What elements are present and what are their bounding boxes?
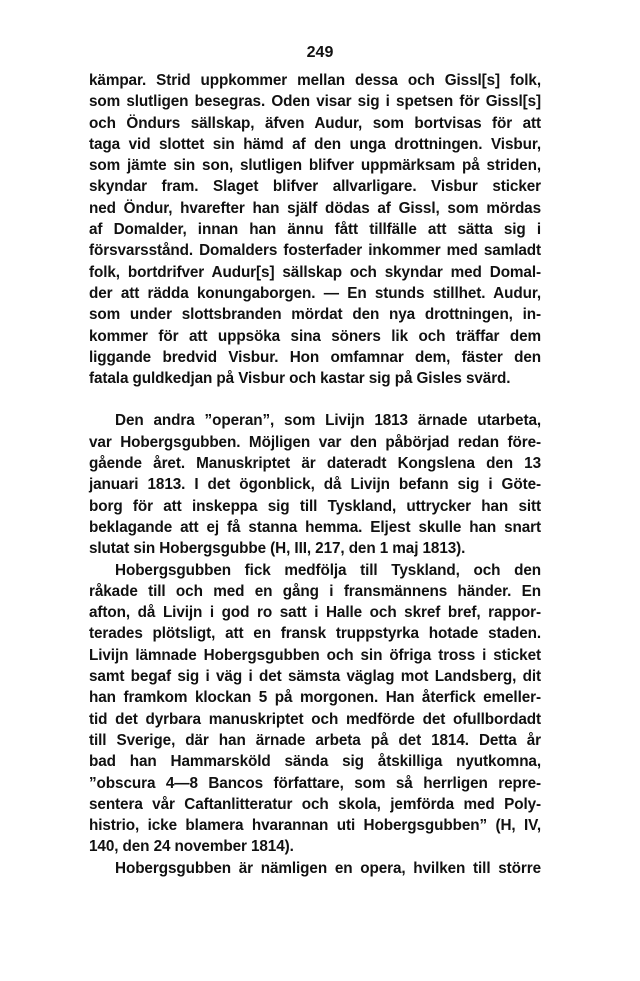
page-number: 249 <box>306 44 334 61</box>
book-page <box>89 44 541 879</box>
text-line: samt begaf sig i väg i det sämsta väglag mot Landsberg, dit <box>89 668 541 686</box>
text-line: ”obscura 4—8 Bancos författare, som så herrligen repre- <box>89 774 541 792</box>
text-line: terades plötsligt, att en fransk truppstyrka hotade staden. <box>89 625 541 643</box>
text-line: liggande bredvid Visbur. Hon omfamnar dem, fäster den <box>89 348 541 366</box>
paragraph-plot-summary <box>89 70 541 389</box>
text-line: borg för att inskeppa sig till Tyskland, uttrycker han sitt <box>89 497 541 515</box>
text-line: taga vid slottet sin hämd af den unga drottningen. Visbur, <box>89 135 541 153</box>
text-line: sentera vår Caftanlitteratur och skola, jemförda med Poly- <box>89 795 541 813</box>
text-line: der att rädda konungaborgen. — En stunds stillhet. Audur, <box>89 284 541 302</box>
text-line: var Hobergsgubben. Möjligen var den påbörjad redan före- <box>89 433 541 451</box>
text-line: försvarsstånd. Domalders fosterfader inkommer med samladt <box>89 242 541 260</box>
text-line: Livijn lämnade Hobergsgubben och sin öfriga tross i sticket <box>89 646 541 664</box>
text-line: som slutligen besegras. Oden visar sig i spetsen för Gissl[s] <box>89 93 541 111</box>
text-line: slutat sin Hobergsgubbe (H, III, 217, den 1 maj 1813). <box>89 540 466 558</box>
paragraph-opera-note <box>89 858 541 879</box>
paragraph-gap <box>89 389 541 410</box>
text-line: ned Öndur, hvarefter han själf dödas af Gissl, som mördas <box>89 199 541 217</box>
text-line: som under slottsbranden mördat den nya drottningen, in- <box>89 306 541 324</box>
text-line: Hobergsgubben fick medfölja till Tyskland, och den <box>115 561 541 579</box>
text-line: histrio, icke blamera hvarannan uti Hobergsgubben” (H, IV, <box>89 817 541 835</box>
text-line: han framkom klockan 5 på morgonen. Han återfick emeller- <box>89 689 541 707</box>
text-line: Den andra ”operan”, som Livijn 1813 ärnade utarbeta, <box>115 412 541 430</box>
text-line: och Öndurs sällskap, äfven Audur, som bortvisas för att <box>89 114 541 132</box>
text-line: afton, då Livijn i god ro satt i Halle och skref bref, rappor- <box>89 604 541 622</box>
text-line: råkade till och med en gång i fransmännens händer. En <box>89 582 541 600</box>
text-line: gående året. Manuskriptet är dateradt Kongslena den 13 <box>89 455 541 473</box>
text-line: bad han Hammarsköld sända sig åtskilliga nyutkomna, <box>89 753 541 771</box>
text-line: tid det dyrbara manuskriptet och medförde det ofullbordadt <box>89 710 541 728</box>
text-line: kämpar. Strid uppkommer mellan dessa och Gissl[s] folk, <box>89 72 541 89</box>
text-line: som jämte sin son, slutligen blifver uppmärksam på striden, <box>89 157 541 175</box>
text-line: skyndar fram. Slaget blifver allvarligare. Visbur sticker <box>89 178 541 196</box>
text-line: kommer för att uppsöka sina söners lik och träffar dem <box>89 327 541 345</box>
text-line: beklagande att ej få stanna hemma. Eljest skulle han snart <box>89 518 541 536</box>
text-line: fatala guldkedjan på Visbur och kastar sig på Gisles svärd. <box>89 370 511 388</box>
paragraph-hobergsgubben-intro <box>89 410 541 559</box>
text-line: folk, bortdrifver Audur[s] sällskap och skyndar med Domal- <box>89 263 541 281</box>
paragraph-germany-journey <box>89 560 541 858</box>
text-line: 140, den 24 november 1814). <box>89 838 294 856</box>
text-line: till Sverige, där han ärnade arbeta på det 1814. Detta år <box>89 731 541 749</box>
text-line: af Domalder, innan han ännu fått tillfälle att sätta sig i <box>89 221 541 239</box>
text-line: Hobergsgubben är nämligen en opera, hvilken till större <box>115 859 541 877</box>
text-line: januari 1813. I det ögonblick, då Livijn befann sig i Göte- <box>89 476 541 494</box>
